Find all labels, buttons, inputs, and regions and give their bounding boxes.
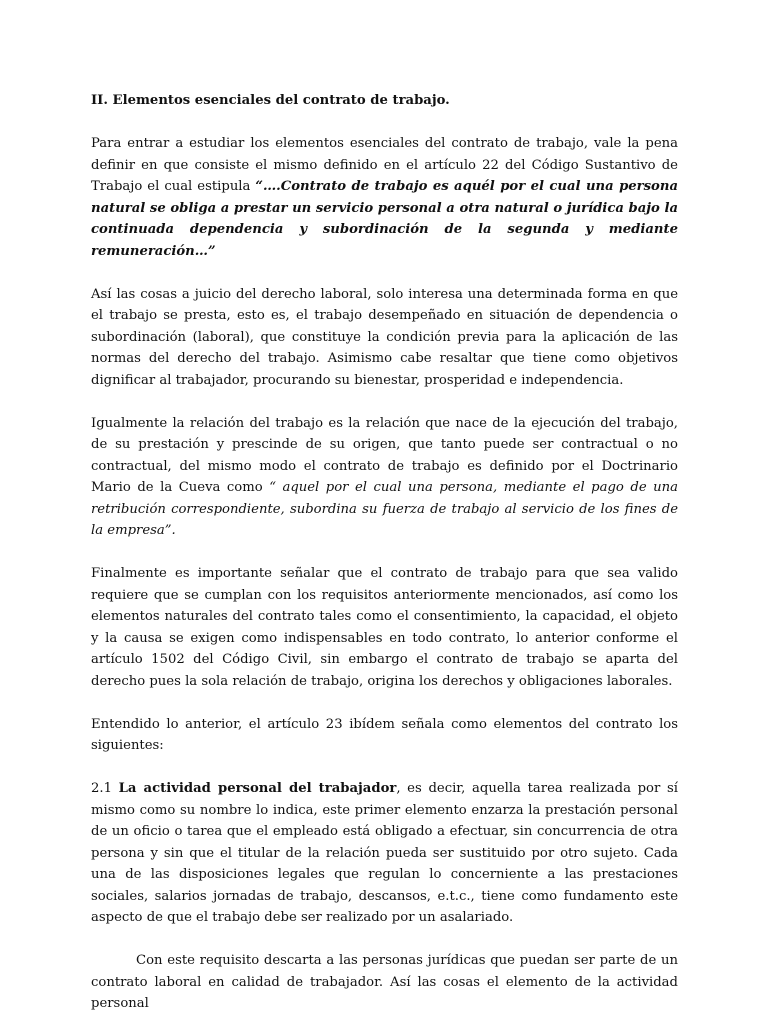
paragraph-definition <box>91 133 678 262</box>
item-number: 2.1 <box>91 781 119 796</box>
paragraph-personal-activity <box>91 778 678 929</box>
document-page <box>91 90 678 1036</box>
paragraph-subordination: Así las cosas a juicio del derecho laboral, solo interesa una determinada forma en que el trabajo se presta, esto es, el trabajo desempeñado en situación de dependencia o subordinación (laboral), que constituye la condición previa para la aplicación de las normas del derecho del trabajo. Asimismo cabe resaltar que tiene como objetivos dignificar al trabajador, procurando su bienestar, prosperidad e independencia. <box>91 286 678 388</box>
paragraph-relation <box>91 413 678 542</box>
item-text: , es decir, aquella tarea realizada por sí mismo como su nombre lo indica, este primer elemento enzarza la prestación personal de un oficio o tarea que el empleado está obligado a efectuar, sin concurrencia de otra persona y sin que el titular de la relación pueda ser sustituido por otro sujeto. Cada una de las disposiciones legales que regulan lo concerniente a las prestaciones sociales, salarios jornadas de trabajo, descansos, e.t.c., tiene como fundamento este aspecto de que el trabajo debe ser realizado por un asalariado. <box>91 781 678 925</box>
relation-text: Igualmente la relación del trabajo es la relación que nace de la ejecución del trabajo, de su prestación y prescinde de su origen, que tanto puede ser contractual o no contractual, del mismo modo el contrato de trabajo es definido por el Doctrinario Mario de la Cueva como <box>91 415 678 495</box>
relation-quote: “ aquel por el cual una persona, mediante el pago de una retribución correspondiente, subordina su fuerza de trabajo al servicio de los fines de la empresa”. <box>91 480 678 538</box>
paragraph-article-23: Entendido lo anterior, el artículo 23 ibídem señala como elementos del contrato los siguientes: <box>91 716 678 753</box>
section-heading: II. Elementos esenciales del contrato de trabajo. <box>91 93 450 108</box>
item-term: La actividad personal del trabajador <box>118 781 397 796</box>
definition-intro: Para entrar a estudiar los elementos esenciales del contrato de trabajo, vale la pena definir en que consiste el mismo definido en el artículo 22 del Código Sustantivo de Trabajo el cual estipula <box>91 136 678 194</box>
paragraph-requirements: Finalmente es importante señalar que el contrato de trabajo para que sea valido requiere que se cumplan con los requisitos anteriormente mencionados, así como los elementos naturales del contrato tales como el consentimiento, la capacidad, el objeto y la causa se exigen como indispensables en todo contrato, lo anterior conforme el artículo 1502 del Código Civil, sin embargo el contrato de trabajo se aparta del derecho pues la sola relación de trabajo, origina los derechos y obligaciones laborales. <box>91 566 678 689</box>
definition-quote: “….Contrato de trabajo es aquél por el cual una persona natural se obliga a prestar un servicio personal a otra natural o jurídica bajo la continuada dependencia y subordinación de la segunda y mediante remuneración…” <box>91 179 678 259</box>
paragraph-legal-persons: Con este requisito descarta a las personas jurídicas que puedan ser parte de un contrato laboral en calidad de trabajador. Así las cosas el elemento de la actividad personal <box>91 953 678 1011</box>
